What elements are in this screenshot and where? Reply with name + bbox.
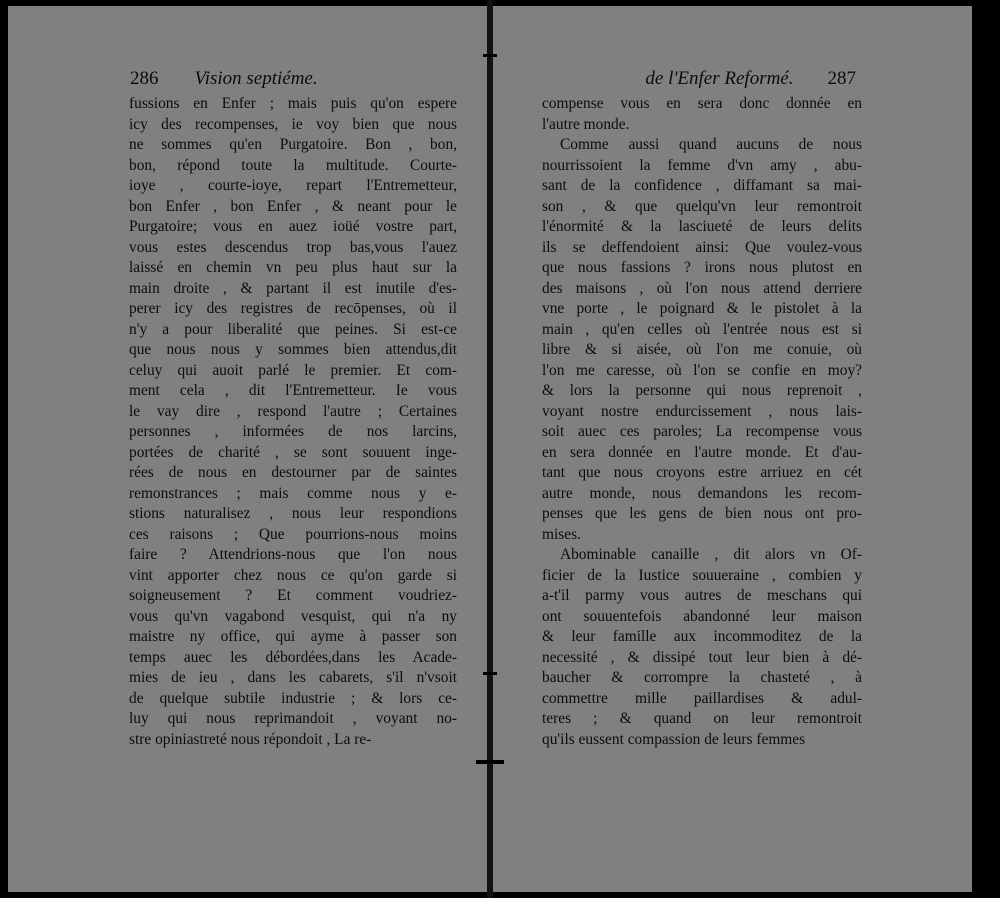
text-line: Comme aussi quand aucuns de nous: [560, 136, 862, 153]
left-running-head: [130, 68, 318, 90]
text-line: main droite , & partant il est inutile d'es-: [129, 279, 457, 297]
right-running-title: de l'Enfer Reformé.: [645, 68, 794, 89]
text-line: perer icy des registres de recōpenses, où il: [129, 300, 457, 317]
text-line: ont souuentefois abandonné leur maison: [542, 607, 862, 625]
text-line: vous estes descendus trop bas,vous l'auez: [129, 238, 457, 256]
text-line: soit auec ces paroles; La recompense vous: [542, 423, 862, 440]
gutter-thread-mark-bottom: [476, 760, 504, 764]
text-line: compense vous en sera donc donnée en: [542, 95, 862, 112]
text-line: de quelque subtile industrie ; & lors ce-: [129, 689, 457, 707]
text-line: laissé en chemin vn peu plus haut sur la: [129, 259, 457, 276]
text-line: vne porte , le poignard & le pistolet à la: [542, 300, 862, 317]
text-line: qu'ils eussent compassion de leurs femmes: [542, 730, 806, 748]
text-line: nourrissoient la femme d'vn amy , abu-: [542, 156, 862, 174]
text-line: fussions en Enfer ; mais puis qu'on espere: [129, 95, 457, 112]
text-line: portées de charité , se sont souuent inge-: [129, 443, 457, 461]
text-line: ficier de la Iustice souueraine , combien y: [542, 566, 862, 584]
text-line: Abominable canaille , dit alors vn Of-: [560, 546, 862, 563]
text-line: ne sommes qu'en Purgatoire. Bon , bon,: [129, 136, 457, 153]
text-line: Purgatoire; vous en auez ioüé vostre part,: [129, 218, 457, 235]
text-line: tant que nous croyons estre arriuez en cét: [542, 464, 862, 481]
text-line: mises.: [542, 525, 581, 543]
text-line: remonstrances ; mais comme nous y e-: [129, 484, 457, 502]
left-running-title: Vision septiéme.: [194, 68, 318, 89]
text-line: le vay dire , respond l'autre ; Certaines: [129, 402, 457, 420]
left-page: [8, 6, 492, 892]
text-line: vous qu'vn vagabond vesquist, qui n'a ny: [129, 607, 457, 625]
text-line: stions naturalisez , nous leur respondions: [129, 505, 457, 522]
text-line: sant de la confidence , diffamant sa mai-: [542, 177, 862, 194]
text-line: faire ? Attendrions-nous que l'on nous: [129, 546, 457, 563]
gutter-thread-mark-top: [483, 54, 497, 57]
text-line: n'y a pour liberalité que peines. Si est-ce: [129, 320, 457, 338]
text-line: icy des recompenses, ie voy bien que nous: [129, 115, 457, 133]
right-page: [492, 6, 972, 892]
text-line: l'on me caresse, où l'on se confie en moy?: [542, 361, 862, 379]
text-line: & lors la personne qui nous reprenoit ,: [542, 382, 862, 399]
text-line: & leur famille aux incommoditez de la: [542, 628, 862, 645]
text-line: voyant nostre endurcissement , nous lais-: [542, 402, 862, 420]
text-line: ioye , courte-ioye, repart l'Entremetteur,: [129, 177, 457, 194]
left-page-number: 286: [130, 68, 159, 89]
text-line: commettre mille paillardises & adul-: [542, 689, 862, 707]
right-running-head: [492, 68, 856, 90]
text-line: a-t'il parmy vous autres de meschans qui: [542, 587, 862, 604]
text-line: des maisons , où l'on nous attend derriere: [542, 279, 862, 297]
text-line: baucher & corrompre la chasteté , à: [542, 669, 862, 686]
text-line: vint apporter chez nous ce qu'on garde si: [129, 566, 457, 584]
text-line: temps auec les débordées,dans les Acade-: [129, 648, 457, 666]
text-line: teres ; & quand on leur remontroit: [542, 710, 862, 727]
text-line: stre opiniastreté nous répondoit , La re-: [129, 730, 372, 748]
text-line: celuy qui auoit parlé le premier. Et com-: [129, 361, 457, 379]
right-page-number: 287: [827, 68, 856, 89]
right-body-text: [542, 94, 862, 750]
left-body-text: [129, 94, 457, 750]
text-line: rées de nous en destourner par de saintes: [129, 464, 457, 481]
text-line: luy qui nous reprimandoit , voyant no-: [129, 710, 457, 727]
text-line: libre & si aisée, où l'on me conuie, où: [542, 341, 862, 358]
text-line: que nous fassions ? irons nous plutost en: [542, 259, 862, 276]
text-line: l'énormité & la lasciueté de leurs delits: [542, 218, 862, 235]
text-line: bon Enfer , bon Enfer , & neant pour le: [129, 197, 457, 215]
text-line: ces raisons ; Que pourrions-nous moins: [129, 525, 457, 543]
text-line: soigneusement ? Et comment voudriez-: [129, 587, 457, 604]
text-line: necessité , & dissipé tout leur bien à dé-: [542, 648, 862, 666]
text-line: en sera donnée en l'autre monde. Et d'au-: [542, 443, 862, 461]
gutter-thread-mark-middle: [483, 672, 497, 675]
text-line: penses que les gens de bien nous ont pro-: [542, 505, 862, 522]
text-line: maistre ny office, qui ayme à passer son: [129, 628, 457, 645]
text-line: autre monde, nous demandons les recom-: [542, 484, 862, 502]
text-line: l'autre monde.: [542, 115, 630, 133]
text-line: bon, répond toute la multitude. Courte-: [129, 156, 457, 174]
text-line: son , & que quelqu'vn leur remontroit: [542, 197, 862, 215]
text-line: personnes , informées de nos larcins,: [129, 423, 457, 440]
text-line: ment cela , dit l'Entremetteur. Ie vous: [129, 382, 457, 399]
text-line: main , qu'en celles où l'entrée nous est si: [542, 320, 862, 338]
text-line: ils se deffendoient ainsi: Que voulez-vous: [542, 238, 862, 256]
text-line: mies de ieu , dans les cabarets, s'il n'vsoit: [129, 669, 457, 686]
text-line: que nous nous y sommes bien attendus,dit: [129, 341, 457, 358]
